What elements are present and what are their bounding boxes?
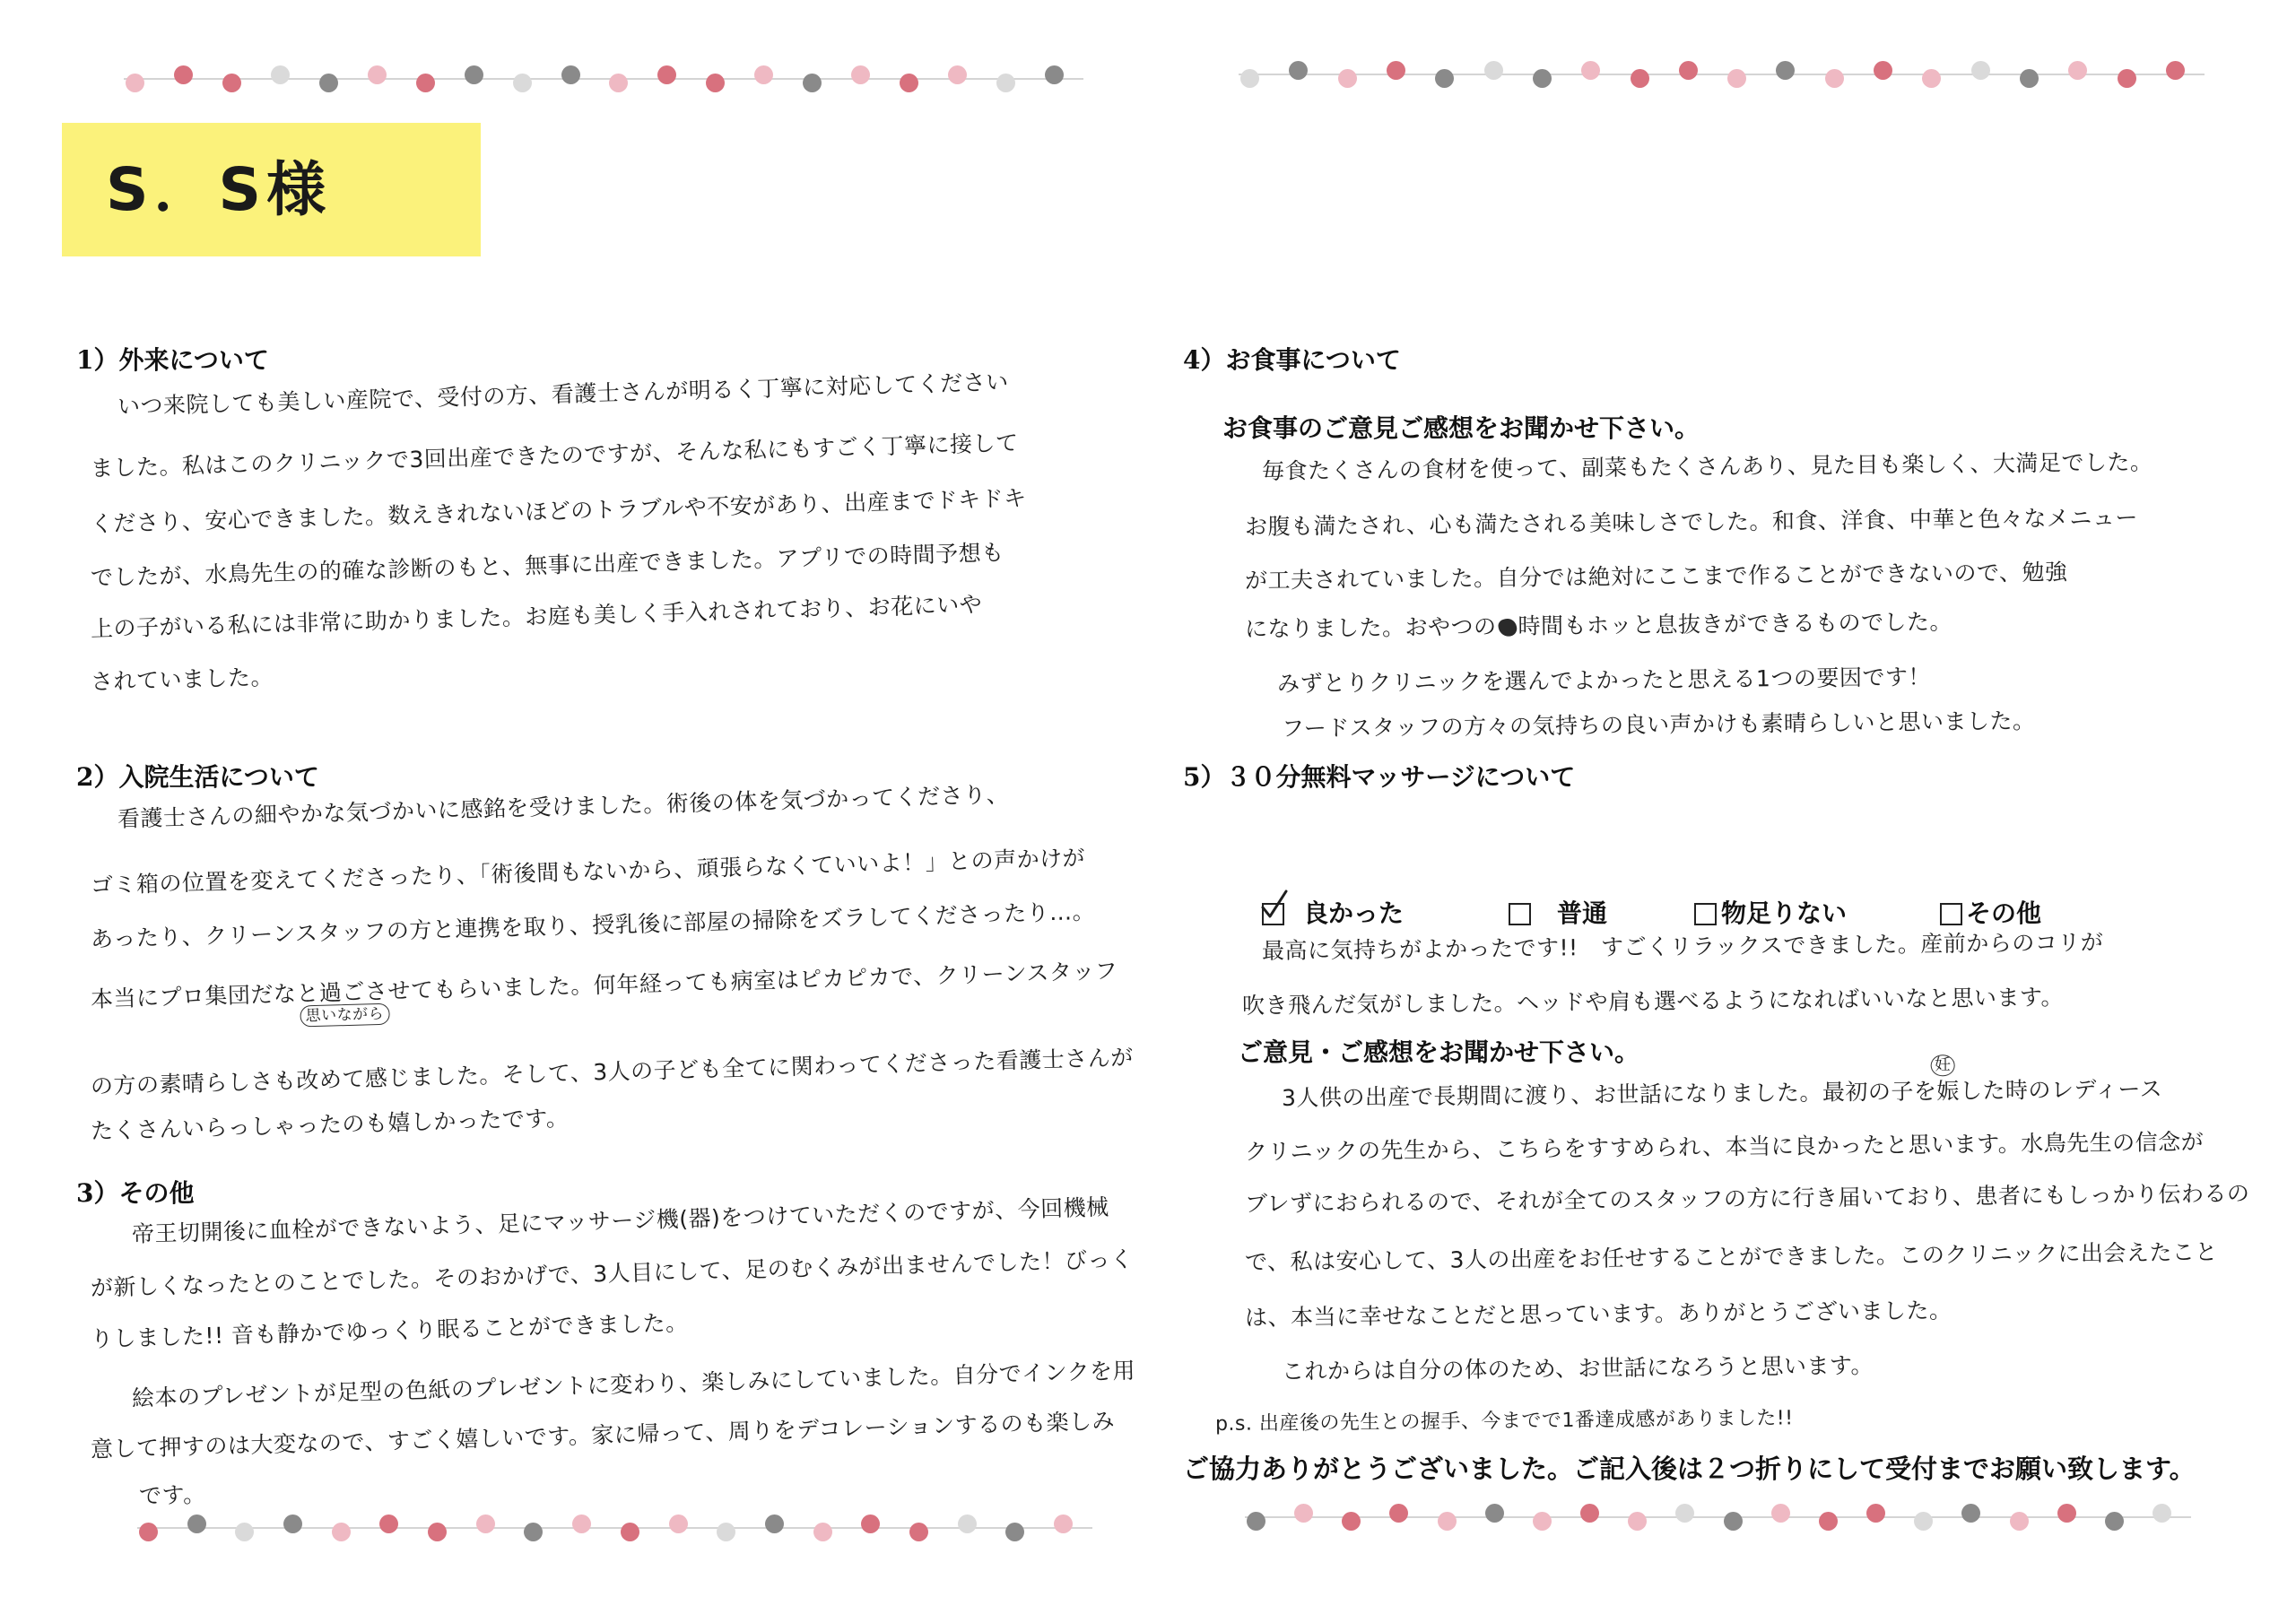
decor-line — [1239, 74, 2205, 75]
handwritten-line: フードスタッフの方々の気持ちの良い声かけも素晴らしいと思いました。 — [1281, 707, 2036, 742]
checkbox-not-enough — [1694, 903, 1717, 925]
handwritten-line: 意して押すのは大変なので、すごく嬉しいです。家に帰って、周りをデコレーションするのも楽しみ — [90, 1408, 1116, 1462]
decor-dot — [657, 65, 676, 84]
decor-dot — [1294, 1504, 1313, 1523]
inserted-text-annotation: 妊 — [1931, 1055, 1955, 1076]
line-segment: になりました。おやつの — [1244, 613, 1497, 642]
handwritten-line — [90, 956, 1118, 1026]
decor-dot — [187, 1515, 206, 1533]
decor-dot — [1580, 1504, 1599, 1523]
handwritten-line: 最高に気持ちがよかったです!! すごくリラックスできました。産前からのコリが — [1261, 929, 2104, 964]
section-heading-meals: 4）お食事について — [1183, 345, 1401, 375]
decor-dot — [1971, 61, 1990, 80]
decor-dot — [271, 65, 290, 84]
handwritten-line: あったり、クリーンスタッフの方と連携を取り、授乳後に部屋の掃除をズラしてくださったり…。 — [90, 898, 1096, 952]
line-segment: 時間もホッと息抜きができるものでした。 — [1518, 608, 1953, 639]
section-heading-inpatient-life: 2）入院生活について — [76, 762, 319, 792]
checkbox-average — [1509, 903, 1531, 925]
meals-prompt: お食事のご意見ご感想をお聞かせ下さい。 — [1222, 413, 1700, 443]
line-segment: 娠した時のレディース — [1936, 1075, 2163, 1105]
decor-dot — [332, 1523, 351, 1541]
decor-dot — [379, 1515, 398, 1533]
decor-dot — [900, 74, 918, 92]
decor-dot — [813, 1523, 832, 1541]
decor-line — [1245, 1516, 2191, 1518]
decor-dot — [1874, 61, 1892, 80]
option-label-other: その他 — [1966, 898, 2042, 928]
handwritten-line: で、私は安心して、3人の出産をお任せすることができました。このクリニックに出会えたこと — [1244, 1238, 2219, 1275]
handwritten-line: です。 — [138, 1480, 206, 1509]
handwritten-line: 帝王切開後に血栓ができないよう、足にマッサージ機(器)をつけていただくのですが、今回機械 — [131, 1193, 1109, 1247]
decor-dot — [2118, 69, 2136, 88]
line-segment: 3人供の出産で長期間に渡り、お世話になりました。最初の子を — [1281, 1078, 1937, 1111]
decor-dot — [1045, 65, 1064, 84]
decor-dot — [669, 1515, 688, 1533]
handwritten-line: ました。私はこのクリニックで3回出産できたのですが、そんな私にもすごく丁寧に接して — [90, 430, 1019, 482]
decor-dot — [126, 74, 144, 92]
decor-dot — [465, 65, 483, 84]
decor-dot — [717, 1523, 735, 1541]
handwritten-line: 上の子がいる私には非常に助かりました。お庭も美しく手入れされており、お花にいや — [90, 591, 983, 642]
decor-dot — [958, 1515, 977, 1533]
handwritten-line: くださり、安心できました。数えきれないほどのトラブルや不安があり、出産までドキドキ — [90, 484, 1027, 537]
decor-dot — [909, 1523, 928, 1541]
decor-dot — [706, 74, 725, 92]
decor-dot — [428, 1523, 447, 1541]
section-heading-other: 3）その他 — [76, 1178, 195, 1208]
line-segment: 本当にプロ集団だなと — [90, 979, 320, 1012]
handwritten-line: 絵本のプレゼントが足型の色紙のプレゼントに変わり、楽しみにしていました。自分でインクを用 — [131, 1357, 1136, 1411]
handwritten-line: ブレずにおられるので、それが全てのスタッフの方に行き届いており、患者にもしっかり伝わるの — [1244, 1180, 2250, 1217]
respondent-name: S．S様 — [106, 155, 332, 224]
decor-dot — [1724, 1512, 1743, 1531]
decor-dot — [1240, 69, 1259, 88]
crossed-out-mark — [1497, 617, 1518, 638]
decor-dot — [1914, 1512, 1933, 1531]
decor-line — [137, 1527, 1092, 1529]
decor-dot — [621, 1523, 639, 1541]
decor-dot — [1438, 1512, 1457, 1531]
handwritten-line: みずとりクリニックを選んでよかったと思える1つの要因です！ — [1276, 664, 1932, 697]
decor-dot — [2010, 1512, 2029, 1531]
decor-dot — [1819, 1512, 1838, 1531]
decor-dot — [1342, 1512, 1361, 1531]
decor-dot — [476, 1515, 495, 1533]
decor-dot — [1054, 1515, 1073, 1533]
decor-line — [124, 78, 1083, 80]
decor-dot — [319, 74, 338, 92]
decor-dot — [1247, 1512, 1265, 1531]
decor-dot — [1435, 69, 1454, 88]
decor-dot — [1866, 1504, 1885, 1523]
decor-dot — [1727, 69, 1746, 88]
name-label-sticker — [62, 123, 481, 256]
handwritten-line: 吹き飛んだ気がしました。ヘッドや肩も選べるようになればいいなと思います。 — [1241, 984, 2065, 1019]
decor-dot — [283, 1515, 302, 1533]
decor-dot — [1484, 61, 1503, 80]
handwritten-line: これからは自分の体のため、お世話になろうと思います。 — [1281, 1352, 1874, 1384]
handwritten-line: りしました!! 音も静かでゆっくり眠ることができました。 — [90, 1309, 689, 1352]
handwritten-line: 看護士さんの細やかな気づかいに感銘を受けました。術後の体を気づかってくださり、 — [117, 781, 1010, 832]
decor-dot — [765, 1515, 784, 1533]
decor-dot — [572, 1515, 591, 1533]
decor-dot — [2020, 69, 2039, 88]
handwritten-line: ゴミ箱の位置を変えてくださったり、「術後間もないから、頑張らなくていいよ！」との声かけが — [90, 845, 1086, 898]
decor-dot — [368, 65, 387, 84]
decor-dot — [1825, 69, 1844, 88]
decor-dot — [561, 65, 580, 84]
decor-dot — [948, 65, 967, 84]
handwritten-line: されていました。 — [90, 664, 274, 695]
decor-dot — [1679, 61, 1698, 80]
handwritten-line: の方の素晴らしさも改めて感じました。そして、3人の子ども全てに関わってくださった看護士さんが — [90, 1044, 1135, 1099]
handwritten-line: でしたが、水鳥先生の的確な診断のもと、無事に出産できました。アプリでの時間予想も — [90, 539, 1005, 591]
handwritten-line: 毎食たくさんの食材を使って、副菜もたくさんあり、見た目も楽しく、大満足でした。 — [1261, 448, 2153, 484]
decor-dot — [1338, 69, 1357, 88]
decor-dot — [754, 65, 773, 84]
decor-dot — [803, 74, 822, 92]
decor-dot — [2152, 1504, 2171, 1523]
decor-dot — [1628, 1512, 1647, 1531]
decor-dot — [524, 1523, 543, 1541]
handwritten-line: お腹も満たされ、心も満たされる美味しさでした。和食、洋食、中華と色々なメニュー — [1244, 504, 2139, 540]
decor-dot — [2068, 61, 2087, 80]
decor-dot — [174, 65, 193, 84]
handwritten-line: が工夫されていました。自分では絶対にここまで作ることができないので、勉強 — [1244, 559, 2068, 594]
option-label-average: 普通 — [1557, 898, 1608, 928]
footer-instructions: ご協力ありがとうございました。ご記入後は２つ折りにして受付までお願い致します。 — [1183, 1454, 2196, 1484]
decor-dot — [861, 1515, 880, 1533]
decor-dot — [1581, 61, 1600, 80]
decor-dot — [1533, 1512, 1552, 1531]
decor-dot — [235, 1523, 254, 1541]
handwritten-line: いつ来院しても美しい産院で、受付の方、看護士さんが明るく丁寧に対応してください — [117, 369, 1010, 420]
handwritten-line: が新しくなったとのことでした。そのおかげで、3人目にして、足のむくみが出ませんでした！びっく — [90, 1245, 1134, 1301]
decor-dot — [609, 74, 628, 92]
handwritten-line: クリニックの先生から、こちらをすすめられ、本当に良かったと思います。水鳥先生の信念が — [1244, 1128, 2205, 1165]
handwritten-line — [1281, 1055, 2163, 1114]
decor-dot — [139, 1523, 158, 1541]
decor-dot — [1485, 1504, 1504, 1523]
handwritten-line: たくさんいらっしゃったのも嬉しかったです。 — [90, 1105, 570, 1144]
line-segment: 過ごさせてもらいました。何年経っても病室はピカピカで、クリーンスタッフ — [318, 958, 1118, 1006]
decor-dot — [1961, 1504, 1980, 1523]
check-mark-icon — [1256, 888, 1292, 924]
inserted-text-annotation: 思いながら — [300, 1003, 389, 1028]
decor-dot — [1387, 61, 1405, 80]
decor-dot — [1776, 61, 1795, 80]
decor-dot — [1389, 1504, 1408, 1523]
decor-dot — [1675, 1504, 1694, 1523]
option-label-not-enough: 物足りない — [1721, 898, 1848, 928]
decor-dot — [996, 74, 1015, 92]
decor-dot — [1771, 1504, 1790, 1523]
decor-dot — [1289, 61, 1308, 80]
section-heading-outpatient: 1）外来について — [76, 345, 269, 375]
decor-dot — [1922, 69, 1941, 88]
decor-dot — [416, 74, 435, 92]
option-label-good: 良かった — [1303, 898, 1405, 928]
decor-dot — [851, 65, 870, 84]
handwritten-line: は、本当に幸せなことだと思っています。ありがとうございました。 — [1244, 1297, 1952, 1331]
handwritten-line — [1245, 607, 1952, 645]
feedback-prompt: ご意見・ご感想をお聞かせ下さい。 — [1238, 1037, 1640, 1067]
decor-dot — [222, 74, 241, 92]
decor-dot — [1005, 1523, 1024, 1541]
decor-dot — [513, 74, 532, 92]
decor-dot — [2057, 1504, 2076, 1523]
checkbox-other — [1940, 903, 1962, 925]
decor-dot — [2166, 61, 2185, 80]
decor-dot — [1631, 69, 1649, 88]
postscript-note: p.s. 出産後の先生との握手、今までで1番達成感がありました!! — [1214, 1407, 1794, 1436]
section-heading-massage: 5）３０分無料マッサージについて — [1183, 762, 1576, 792]
decor-dot — [1533, 69, 1552, 88]
decor-dot — [2105, 1512, 2124, 1531]
